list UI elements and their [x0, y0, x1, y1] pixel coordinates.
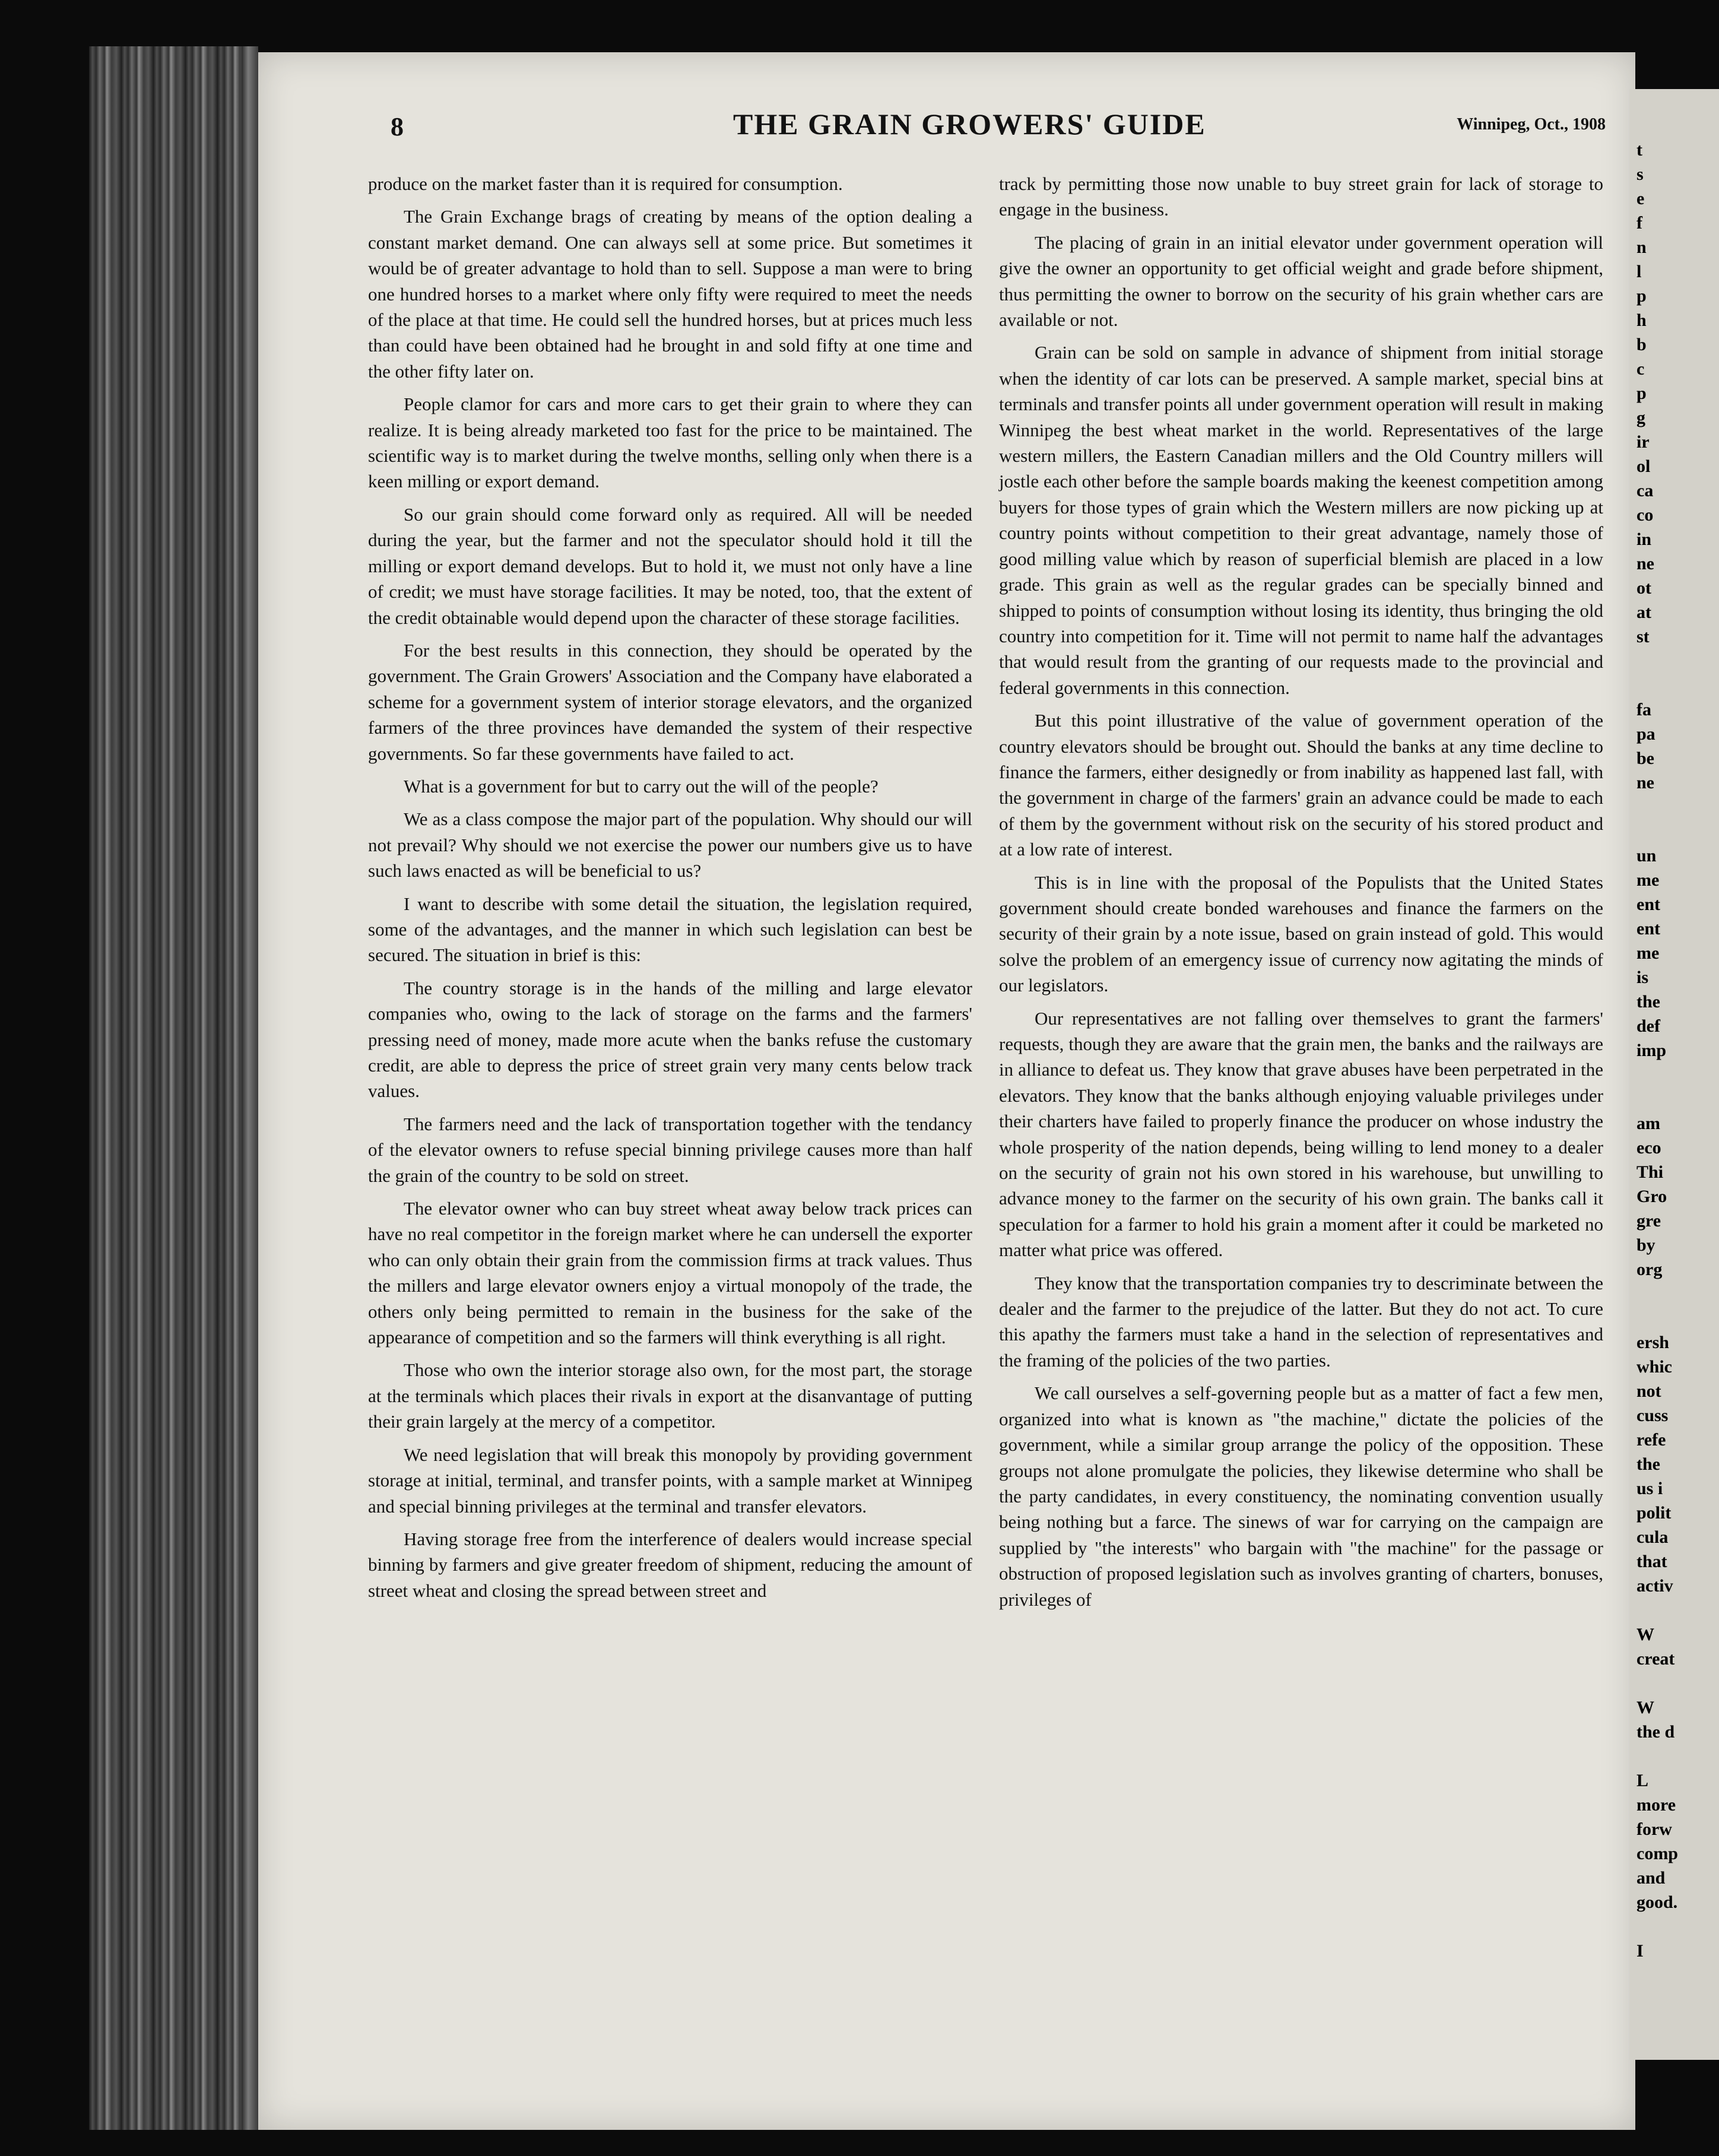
- adjacent-page-fragment: be: [1636, 749, 1654, 768]
- adjacent-page-fragment: I: [1636, 1941, 1644, 1961]
- article-paragraph: We need legislation that will break this monopoly by providing government storage at initial, terminal, and transfer points, with a sample market at Winnipeg and special binning privileges at the terminal and transfer elevators.: [368, 1444, 972, 1517]
- adjacent-page-fragment: forw: [1636, 1819, 1672, 1839]
- article-paragraph: track by permitting those now unable to buy street grain for lack of storage to engage in the business.: [999, 173, 1603, 220]
- adjacent-page-fragment: [1629, 819, 1719, 844]
- adjacent-page-fragment: [1629, 1598, 1719, 1622]
- adjacent-page-fragment: activ: [1636, 1576, 1673, 1596]
- adjacent-page-fragment: that: [1636, 1552, 1667, 1571]
- adjacent-page-fragment: [1629, 1306, 1719, 1330]
- adjacent-page-fragment: p: [1636, 383, 1647, 403]
- adjacent-page-fragment: eco: [1636, 1138, 1661, 1158]
- adjacent-page-fragment: Thi: [1636, 1162, 1664, 1182]
- adjacent-page-edge: [1629, 89, 1719, 2060]
- adjacent-page-fragment: co: [1636, 505, 1654, 525]
- adjacent-page-fragment: un: [1636, 846, 1657, 865]
- adjacent-page-fragment: pa: [1636, 724, 1655, 744]
- adjacent-page-fragment: c: [1636, 359, 1645, 379]
- adjacent-page-fragment: ent: [1636, 895, 1660, 914]
- article-paragraph: So our grain should come forward only as required. All will be needed during the year, but the farmer and not the speculator should hold it till the milling or export demand develops. But to hold it, we must not only have a line of credit; we must have storage facilities. It may be noted, too, that the extent of the credit obtainable would depend upon the character of these storage facilities.: [368, 503, 972, 628]
- adjacent-page-fragment: cuss: [1636, 1406, 1669, 1425]
- adjacent-page-fragment: b: [1636, 335, 1647, 354]
- adjacent-page-fragment: is: [1636, 968, 1649, 987]
- adjacent-page-fragment: ol: [1636, 456, 1651, 476]
- adjacent-page-fragment: org: [1636, 1260, 1663, 1279]
- adjacent-page-fragment: creat: [1636, 1649, 1675, 1669]
- adjacent-page-fragment: the d: [1636, 1722, 1675, 1742]
- article-paragraph: They know that the transportation companies try to descriminate between the dealer and the farmer to the prejudice of the latter. But they do not act. To cure this apathy the farmers must take a hand in the selection of representatives and the framing of the policies of the two parties.: [999, 1272, 1603, 1371]
- adjacent-page-fragment: the: [1636, 1454, 1660, 1474]
- adjacent-page-fragment: ne: [1636, 773, 1654, 792]
- right-column: [999, 171, 1603, 1619]
- adjacent-page-fragment: am: [1636, 1114, 1660, 1133]
- adjacent-page-fragment: more: [1636, 1795, 1676, 1815]
- adjacent-page-fragment: and: [1636, 1868, 1666, 1888]
- adjacent-page-fragment: ir: [1636, 432, 1650, 452]
- article-paragraph: This is in line with the proposal of the Populists that the United States government should create bonded warehouses and finance the farmers on the security of their grain by a note issue, based on grain instead of gold. This would solve the problem of an emergency issue of currency now agitating the minds of our legislators.: [999, 871, 1603, 996]
- article-paragraph: We call ourselves a self-governing people but as a matter of fact a few men, organized into what is known as "the machine," dictate the policies of the government, while a similar group arrange the policy of the opposition. These groups not alone promulgate the policies, they likewise determine who shall be the party candidates, in every constituency, the nominating convention usually being nothing but a farce. The sinews of war for carrying on the campaign are supplied by "the interests" who bargain with "the machine" for the passage or obstruction of proposed legislation such as involves granting of charters, bonuses, privileges of: [999, 1383, 1603, 1610]
- adjacent-page-fragment: t: [1636, 140, 1642, 160]
- article-paragraph: For the best results in this connection, they should be operated by the government. The Grain Growers' Association and the Company have elaborated a scheme for a government system of interior storage elevators, and the organized farmers of the three provinces have demanded the system of their respective governments. So far these governments have failed to act.: [368, 639, 972, 764]
- adjacent-page-fragment: [1629, 89, 1719, 113]
- masthead-title: THE GRAIN GROWERS' GUIDE: [733, 107, 1206, 141]
- adjacent-page-fragment: ne: [1636, 554, 1654, 573]
- adjacent-page-fragment: refe: [1636, 1430, 1666, 1450]
- article-paragraph: We as a class compose the major part of the population. Why should our will not prevail? Why should we not exercise the power our numbers give us to have such laws enacted as will be beneficial to us?: [368, 808, 972, 882]
- adjacent-page-fragment: def: [1636, 1016, 1660, 1036]
- adjacent-page-fragment: [1629, 649, 1719, 673]
- adjacent-page-fragment: ot: [1636, 578, 1651, 598]
- adjacent-page-fragment: [1629, 673, 1719, 697]
- article-paragraph: But this point illustrative of the value of government operation of the country elevators should be brought out. Should the banks at any time decline to finance the farmers, either designedly or from inability as happened last fall, with the government in charge of the farmers' grain an advance could be made to each of them by the government without risk on the security of his stored product and at a low rate of interest.: [999, 710, 1603, 860]
- dateline: Winnipeg, Oct., 1908: [1457, 115, 1606, 134]
- adjacent-page-fragment: by: [1636, 1235, 1655, 1255]
- article-paragraph: The country storage is in the hands of the milling and large elevator companies who, owing to the lack of storage on the farms and the farmers' pressing need of money, made more acute when the banks refuse the customary credit, are able to depress the price of street grain very many cents below track values.: [368, 977, 972, 1102]
- adjacent-page-fragment: [1629, 1671, 1719, 1695]
- adjacent-page-fragment: h: [1636, 310, 1647, 330]
- article-paragraph: The Grain Exchange brags of creating by means of the option dealing a constant market demand. One can always sell at some price. But sometimes it would be of greater advantage to hold than to sell. Suppose a man were to bring one hundred horses to a market where only fifty were required to meet the needs of the place at that time. He could sell the hundred horses, but at prices much less than could have been obtained had he brought in and sold fifty at one time and the other fifty later on.: [368, 206, 972, 382]
- adjacent-page-fragment: [1629, 795, 1719, 819]
- left-column: [368, 171, 972, 1610]
- adjacent-page-fragment: [1629, 1063, 1719, 1087]
- adjacent-page-fragment: [1629, 113, 1719, 138]
- article-paragraph: Those who own the interior storage also own, for the most part, the storage at the terminals which places their rivals in export at the disanvantage of putting their grain largely at the mercy of a competitor.: [368, 1359, 972, 1432]
- adjacent-page-fragment: p: [1636, 286, 1647, 306]
- article-paragraph: The farmers need and the lack of transportation together with the tendancy of the elevator owners to refuse special binning privilege causes more than half the grain of the country to be sold on street.: [368, 1113, 972, 1186]
- adjacent-page-fragment: W: [1636, 1625, 1654, 1644]
- adjacent-page-fragment: Gro: [1636, 1187, 1667, 1206]
- adjacent-page-fragment: not: [1636, 1381, 1661, 1401]
- adjacent-page-fragment: the: [1636, 992, 1660, 1012]
- adjacent-page-fragment: us i: [1636, 1479, 1663, 1498]
- page-number: 8: [391, 112, 404, 141]
- article-paragraph: produce on the market faster than it is required for consumption.: [368, 173, 843, 194]
- adjacent-page-fragment: comp: [1636, 1844, 1678, 1863]
- article-paragraph: What is a government for but to carry out the will of the people?: [404, 775, 878, 797]
- article-paragraph: People clamor for cars and more cars to get their grain to where they can realize. It is being already marketed too fast for the price to be maintained. The scientific way is to market during the twelve months, selling only when there is a keen milling or export demand.: [368, 394, 972, 492]
- adjacent-page-fragment: me: [1636, 943, 1660, 963]
- article-paragraph: Having storage free from the interference of dealers would increase special binning by farmers and give greater freedom of shipment, reducing the amount of street wheat and closing the spread between street and: [368, 1528, 972, 1601]
- adjacent-page-fragment: W: [1636, 1698, 1654, 1717]
- adjacent-page-fragment: [1629, 1744, 1719, 1768]
- adjacent-page-fragment: gre: [1636, 1211, 1661, 1231]
- adjacent-page-fragment: me: [1636, 870, 1660, 890]
- adjacent-page-fragment: [1629, 1087, 1719, 1111]
- adjacent-page-fragment: imp: [1636, 1041, 1667, 1060]
- article-paragraph: Our representatives are not falling over themselves to grant the farmers' requests, though they are aware that the grain men, the banks and the railways are in alliance to defeat us. They know that grave abuses have been perpetrated in the elevators. They know that the banks although enjoying valuable privileges under their charters have failed to properly finance the producer on whose industry the whole prosperity of the nation depends, being willing to lend money to a dealer on the security of grain not his own stored in his warehouse, but unwilling to advance money to the farmer on the security of his own grain. The banks call it speculation for a farmer to hold his grain a moment after it could be marketed no matter what price was offered.: [999, 1007, 1603, 1261]
- adjacent-page-fragment: st: [1636, 627, 1650, 646]
- adjacent-page-fragment: [1629, 1282, 1719, 1306]
- adjacent-page-fragment: e: [1636, 189, 1645, 208]
- adjacent-page-fragment: f: [1636, 213, 1642, 233]
- adjacent-page-fragment: good.: [1636, 1892, 1678, 1912]
- adjacent-page-fragment: fa: [1636, 700, 1651, 719]
- adjacent-page-fragment: polit: [1636, 1503, 1672, 1523]
- adjacent-page-fragment: l: [1636, 262, 1642, 281]
- adjacent-page-fragment: ersh: [1636, 1333, 1669, 1352]
- adjacent-page-fragment: g: [1636, 408, 1645, 427]
- adjacent-page-fragment: s: [1636, 164, 1644, 184]
- article-paragraph: The placing of grain in an initial elevator under government operation will give the owner an opportunity to get official weight and grade before shipment, thus permitting the owner to borrow on the security of his grain whether cars are available or not.: [999, 232, 1603, 331]
- article-paragraph: I want to describe with some detail the situation, the legislation required, some of the advantages, and the manner in which such legislation can best be secured. The situation in brief is this:: [368, 893, 972, 966]
- book-binding: [89, 46, 258, 2130]
- article-paragraph: Grain can be sold on sample in advance of shipment from initial storage when the identity of car lots can be preserved. A sample market, special bins at terminals and transfer points all under government operation will result in making Winnipeg the best wheat market in the world. Representatives of the large western millers, the Eastern Canadian millers and the Old Country millers will jostle each other before the sample boards making the keenest competition among buyers for those types of grain which the Western millers are now picking up at country points without competition to their great advantage, namely those of good milling value which by reason of superficial blemish are placed in a low grade. This grain as well as the regular grades can be specially binned and shipped to points of consumption without losing its identity, thus bringing the old country into competition for it. Time will not permit to name half the advantages that would result from the granting of our requests made to the provincial and federal governments in this connection.: [999, 342, 1603, 698]
- adjacent-page-fragment: in: [1636, 530, 1652, 549]
- adjacent-page-fragment: cula: [1636, 1527, 1669, 1547]
- adjacent-page-fragment: whic: [1636, 1357, 1672, 1377]
- adjacent-page-fragment: ent: [1636, 919, 1660, 939]
- adjacent-page-fragment: n: [1636, 237, 1647, 257]
- newspaper-page: [258, 52, 1635, 2130]
- adjacent-page-fragment: at: [1636, 603, 1651, 622]
- adjacent-page-fragment: ca: [1636, 481, 1654, 500]
- adjacent-page-fragment: L: [1636, 1771, 1649, 1790]
- adjacent-page-fragment: [1629, 1914, 1719, 1939]
- article-paragraph: The elevator owner who can buy street wheat away below track prices can have no real competitor in the foreign market where he can undersell the exporter who can only obtain their grain from the commission firms at track values. Thus the millers and large elevator owners enjoy a virtual monopoly of the trade, the others only being permitted to remain in the business for the sake of the appearance of competition and so the farmers will think everything is all right.: [368, 1198, 972, 1348]
